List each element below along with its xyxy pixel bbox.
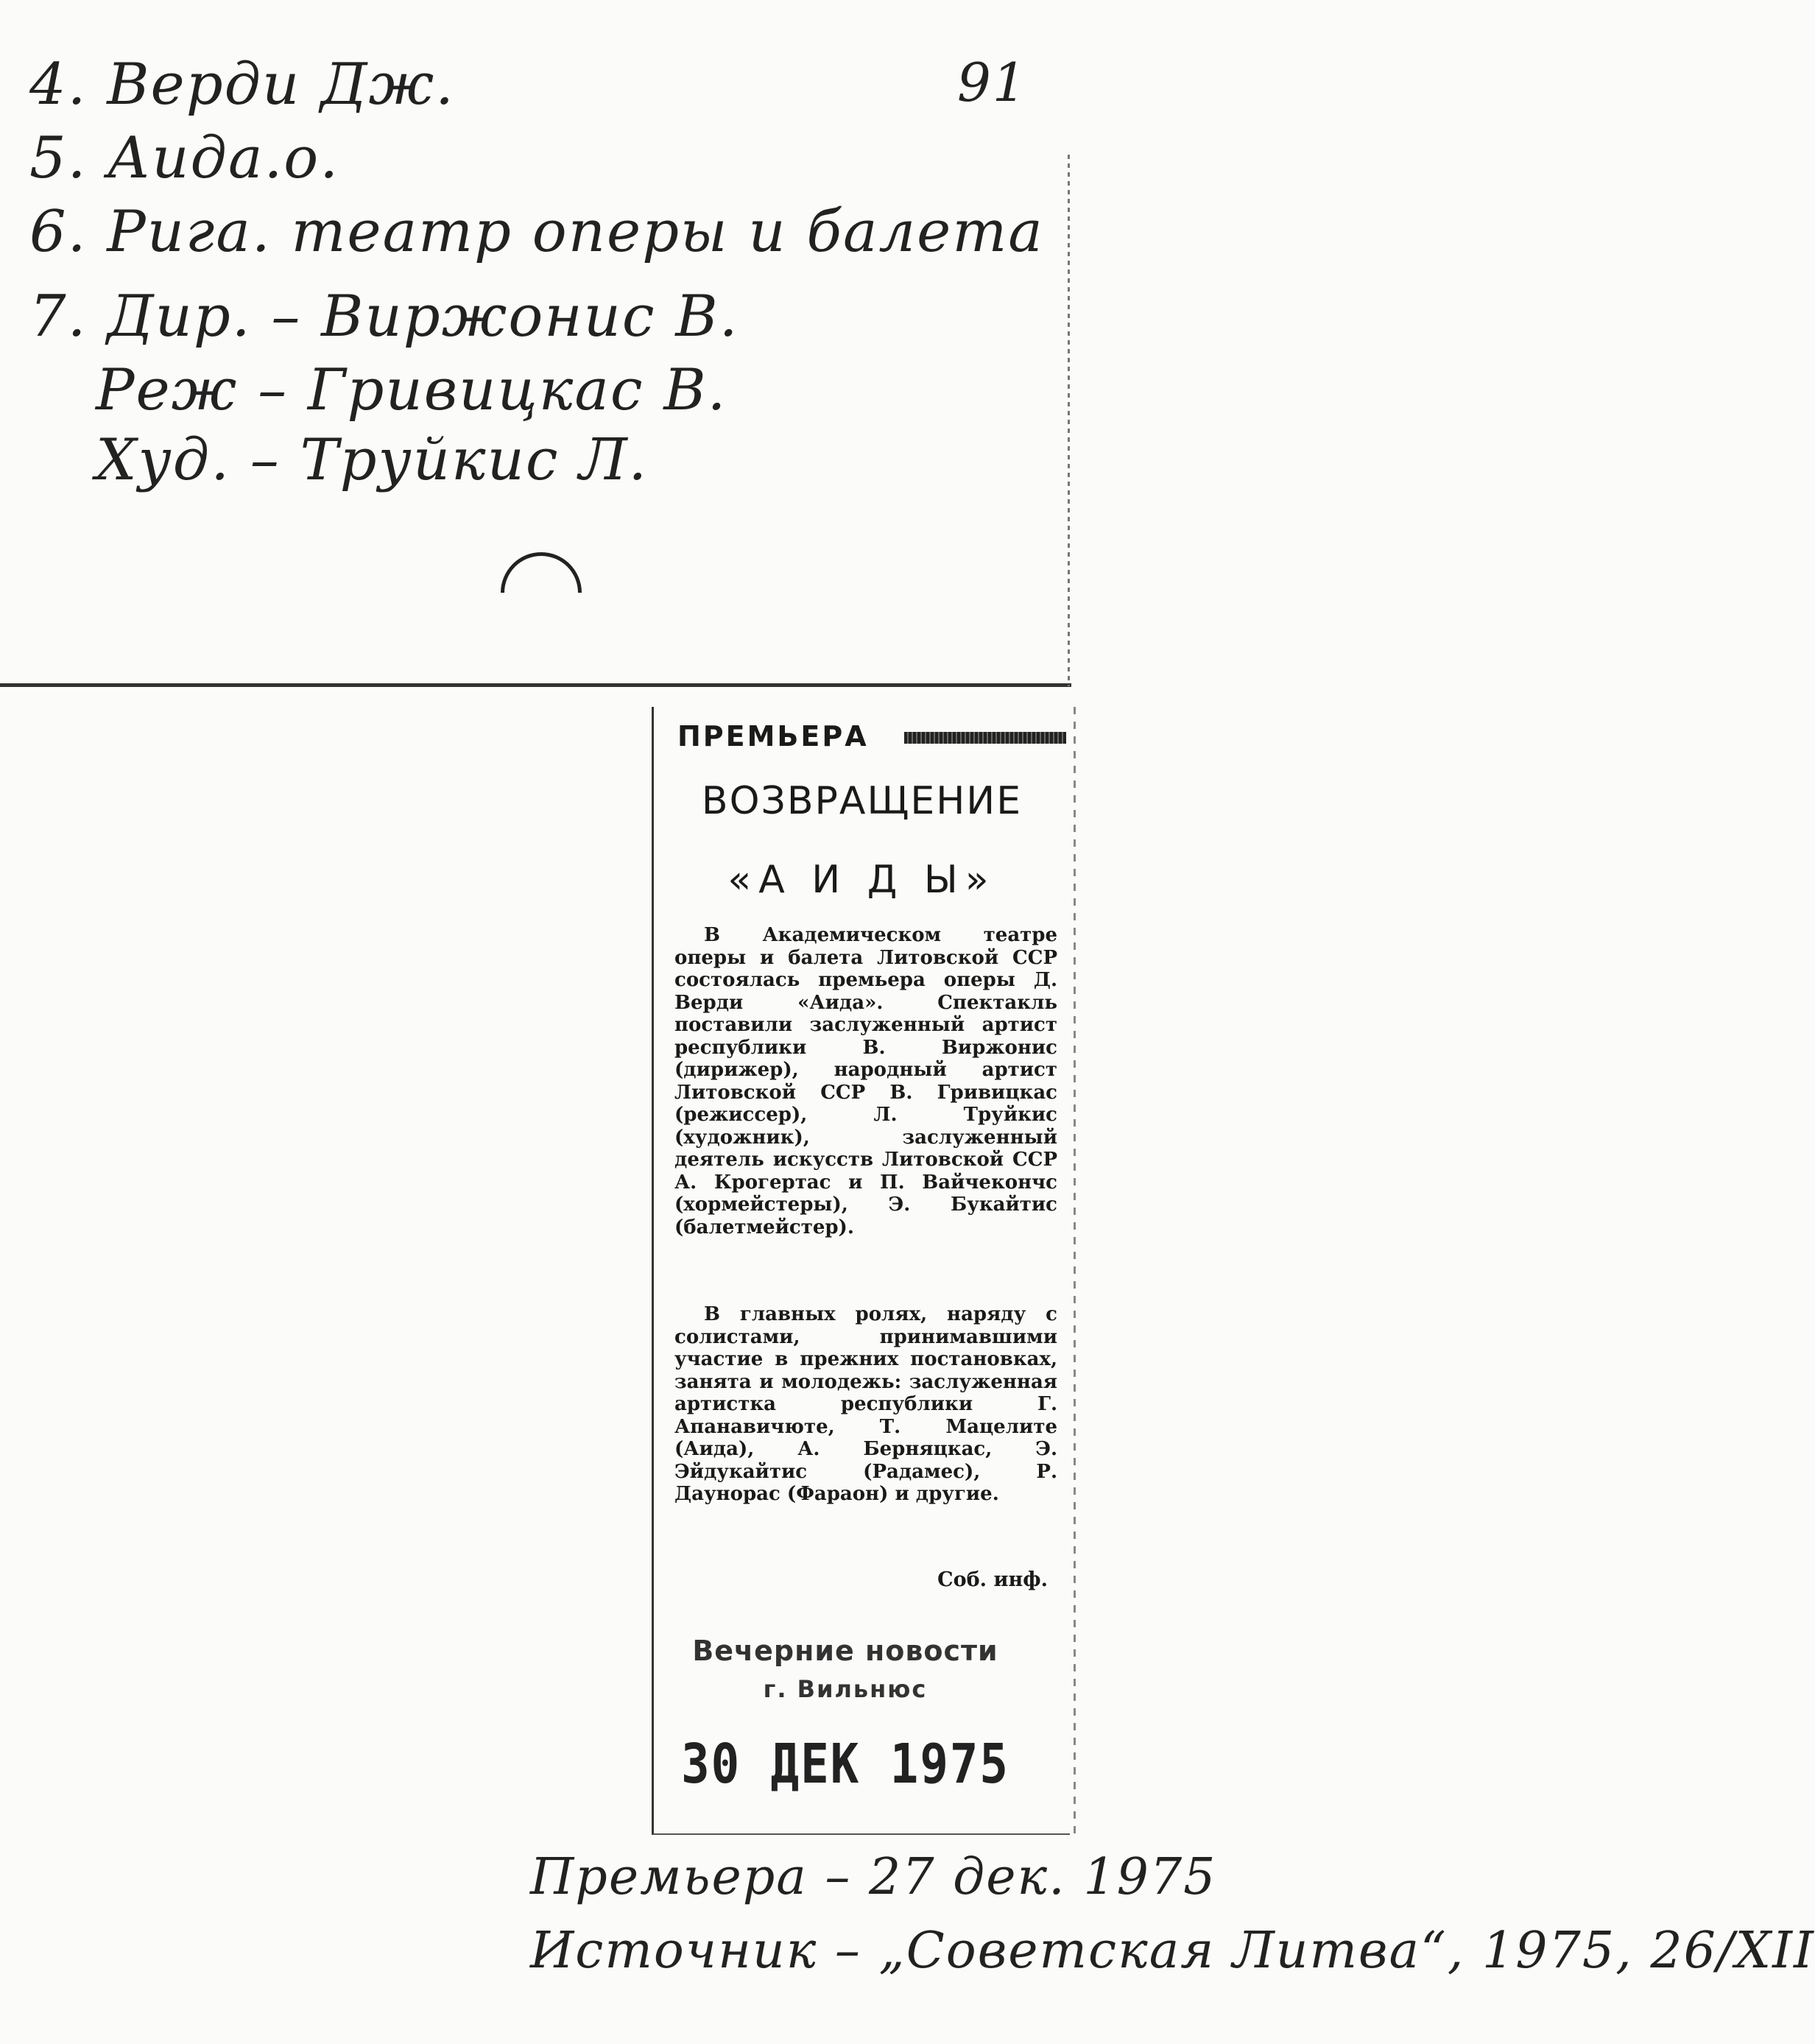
handwritten-note-composer: 4. Верди Дж.: [29, 52, 455, 118]
newspaper-clipping: [652, 707, 1070, 1835]
stamp-city: г. Вильнюс: [763, 1675, 928, 1703]
clipping-right-edge: [1074, 707, 1076, 1833]
card-right-edge: [1068, 155, 1070, 686]
handwritten-note-theatre: 6. Рига. театр оперы и балета: [29, 199, 1044, 265]
card-bottom-edge: [0, 683, 1071, 687]
headline-line-2: «А И Д Ы»: [727, 858, 996, 902]
handwritten-source-note: Источник – „Советская Литва“, 1975, 26/XII: [530, 1922, 1815, 1980]
pencil-arc-mark: [501, 552, 582, 593]
handwritten-note-conductor: 7. Дир. – Виржонис В.: [29, 283, 739, 350]
article-paragraph-1: В Академическом театре оперы и балета Литовской ССР состоялась премьера оперы Д. Верди «Аида». Спектакль поставили заслуженный артист республики В. Виржонис (дирижер), народный артист Литовской ССР В. Гривицкас (режиссер), Л. Труйкис (художник), заслуженный деятель искусств Литовской ССР А. Крогертас и П. Вайчекончс (хормейстеры), Э. Букайтис (балетмейстер).: [674, 924, 1057, 1238]
rubric-rule: [904, 732, 1066, 744]
article-signature: Соб. инф.: [937, 1568, 1048, 1591]
handwritten-note-director: Реж – Гривицкас В.: [96, 357, 727, 423]
stamp-date: 30 ДЕК 1975: [681, 1733, 1009, 1797]
page-number: 91: [957, 52, 1028, 113]
stamp-newspaper-name: Вечерние новости: [692, 1635, 998, 1667]
handwritten-note-designer: Худ. – Труйкис Л.: [96, 427, 649, 493]
article-paragraph-2: В главных ролях, наряду с солистами, принимавшими участие в прежних постановках, занята и молодежь: заслуженная артистка республики Г. Апанавичюте, Т. Мацелите (Аида), А. Берняцкас, Э. Эйдукайтис (Радамес), Р. Даунорас (Фараон) и другие.: [674, 1303, 1057, 1505]
handwritten-premiere-date: Премьера – 27 дек. 1975: [530, 1848, 1217, 1906]
rubric-label: ПРЕМЬЕРА: [677, 720, 869, 753]
handwritten-note-title: 5. Аида.о.: [29, 125, 340, 191]
headline-line-1: ВОЗВРАЩЕНИЕ: [701, 779, 1023, 823]
